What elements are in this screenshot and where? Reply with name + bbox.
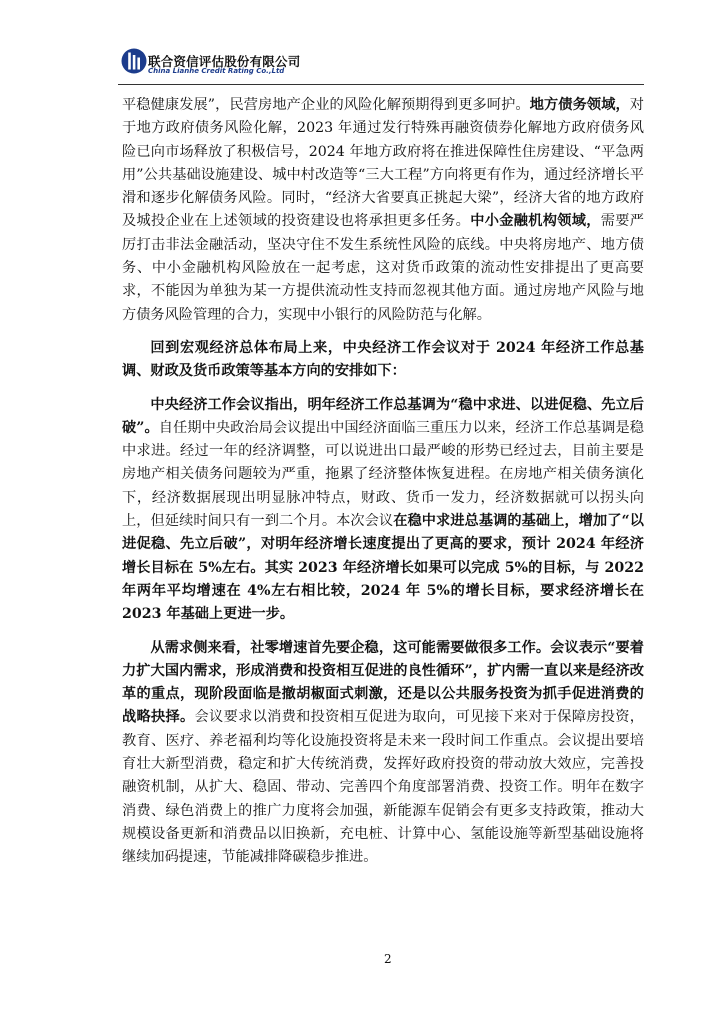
text-run: 需要严厉打击非法金融活动，坚决守住不发生系统性风险的底线。中央将房地产、地方债务、中小金融机构风险放在一起考虑，这对货币政策的流动性安排提出了更高要求，不能因为单独为某一方提供流动性支持而忽视其他方面。通过房地产风险与地方债务风险管理的合力，实现中小银行的风险防范与化解。 [122, 213, 644, 323]
company-name-en: China Lianhe Credit Rating Co.,Ltd [148, 67, 285, 75]
bold-text-run: 在稳中求进总基调的基础上，增加了“以进促稳、先立后破”，对明年经济增长速度提出了更高的要求，预计 2024 年经济增长目标在 5%左右。其实 2023 年经济增长如果可以完成 5%的目标，与 2022 年两年平均增速在 4%左右相比较，2024 年 5%的增长目标，要求经济增长在 2023 年基础上更进一步。 [122, 513, 644, 623]
paragraph [122, 394, 644, 627]
text-run: 平稳健康发展”，民营房地产企业的风险化解预期得到更多呵护。 [122, 97, 530, 113]
company-name-cn: 联合资信评估股份有限公司 [148, 54, 301, 69]
bold-text-run: 回到宏观经济总体布局上来，中央经济工作会议对于 2024 年经济工作总基调、财政及货币政策等基本方向的安排如下： [122, 339, 644, 380]
text-run: 会议要求以消费和投资相互促进为取向，可见接下来对于保障房投资，教育、医疗、养老福利均等化设施投资将是未来一段时间工作重点。会议提出要培育壮大新型消费，稳定和扩大传统消费，发挥好政府投资的带动放大效应，完善投融资机制，从扩大、稳固、带动、完善四个角度部署消费、投资工作。明年在数字消费、绿色消费上的推广力度将会加强，新能源车促销会有更多支持政策，推动大规模设备更新和消费品以旧换新，充电桩、计算中心、氢能设施等新型基础设施将继续加码提速，节能减排降碳稳步推进。 [122, 709, 644, 866]
text-run: 对于地方政府债务风险化解，2023 年通过发行特殊再融资债券化解地方政府债务风险已向市场释放了积极信号，2024 年地方政府将在推进保障性住房建设、“平急两用”公共基础设施建设、城中村改造等“三大工程”方向将更有作为，通过经济增长平滑和逐步化解债务风险。同时，“经济大省要真正挑起大梁”，经济大省的地方政府及城投企业在上述领域的投资建设也将承担更多任务。 [122, 97, 644, 230]
company-logo-icon [120, 46, 150, 76]
paragraph [122, 337, 644, 384]
bold-text-run: 从需求侧来看，社零增速首先要企稳，这可能需要做很多工作。会议表示“要着力扩大国内需求，形成消费和投资相互促进的良性循环”，扩内需一直以来是经济改革的重点，现阶段面临是撤胡椒面式刺激，还是以公共服务投资为抓手促进消费的战略抉择。 [122, 639, 644, 726]
text-run: 自任期中央政治局会议提出中国经济面临三重压力以来，经济工作总基调是稳中求进。经过一年的经济调整，可以说进出口最严峻的形势已经过去，目前主要是房地产相关债务问题较为严重，拖累了经济整体恢复进程。在房地产相关债务演化下，经济数据展现出明显脉冲特点，财政、货币一发力，经济数据就可以拐头向上，但延续时间只有一到二个月。本次会议 [122, 419, 644, 530]
header-divider [118, 84, 644, 85]
bold-text-run: 中央经济工作会议指出，明年经济工作总基调为“稳中求进、以进促稳、先立后破”。 [122, 396, 644, 436]
page-number: 2 [384, 952, 392, 966]
paragraph [122, 637, 644, 870]
paragraph [122, 94, 644, 327]
bold-text-run: 地方债务领域， [529, 97, 630, 113]
document-body [122, 94, 644, 870]
bold-text-run: 中小金融机构领域， [470, 213, 601, 230]
